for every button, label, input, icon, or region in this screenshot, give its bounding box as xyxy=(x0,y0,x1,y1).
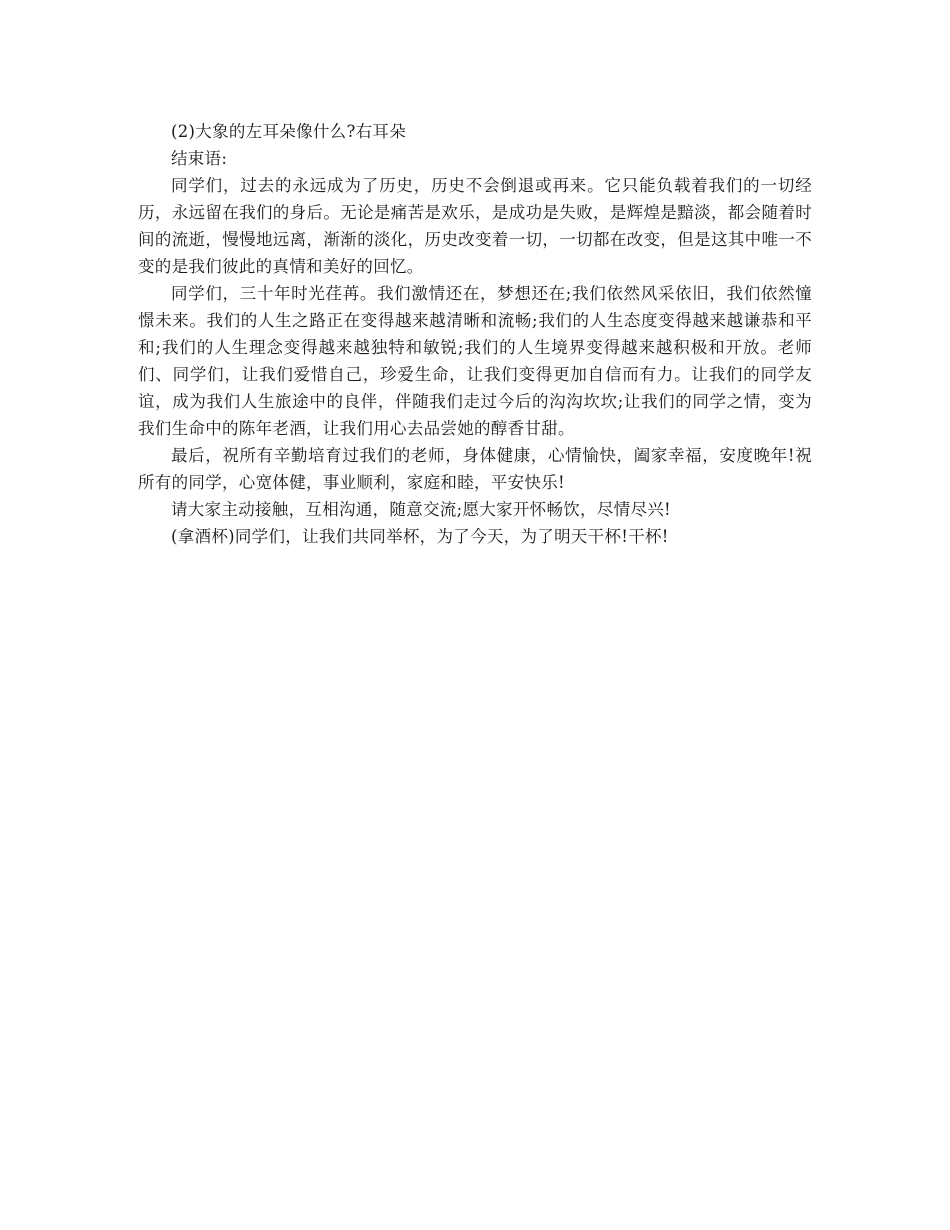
paragraph-thirty-years: 同学们，三十年时光荏苒。我们激情还在，梦想还在;我们依然风采依旧，我们依然憧憬未来。我们的人生之路正在变得越来越清晰和流畅;我们的人生态度变得越来越谦恭和平和;我们的人生理念变得越来越独特和敏锐;我们的人生境界变得越来越积极和开放。老师们、同学们，让我们爱惜自己，珍爱生命，让我们变得更加自信而有力。让我们的同学友谊，成为我们人生旅途中的良伴，伴随我们走过今后的沟沟坎坎;让我们的同学之情，变为我们生命中的陈年老酒，让我们用心去品尝她的醇香甘甜。 xyxy=(138,284,812,438)
paragraph-blessing: 最后，祝所有辛勤培育过我们的老师，身体健康，心情愉快，阖家幸福，安度晚年!祝所有的同学，心宽体健，事业顺利，家庭和睦，平安快乐! xyxy=(138,446,812,492)
paragraph-question: (2)大象的左耳朵像什么?右耳朵 xyxy=(171,122,407,141)
document-body xyxy=(138,118,812,550)
paragraph-toast: (拿酒杯)同学们，让我们共同举杯，为了今天，为了明天干杯!干杯! xyxy=(171,527,669,546)
paragraph-invitation: 请大家主动接触，互相沟通，随意交流;愿大家开怀畅饮，尽情尽兴! xyxy=(171,500,671,519)
paragraph-closing-heading: 结束语: xyxy=(171,149,228,168)
paragraph-history: 同学们，过去的永远成为了历史，历史不会倒退或再来。它只能负载着我们的一切经历，永远留在我们的身后。无论是痛苦是欢乐，是成功是失败，是辉煌是黯淡，都会随着时间的流逝，慢慢地远离，渐渐的淡化，历史改变着一切，一切都在改变，但是这其中唯一不变的是我们彼此的真情和美好的回忆。 xyxy=(138,176,812,276)
